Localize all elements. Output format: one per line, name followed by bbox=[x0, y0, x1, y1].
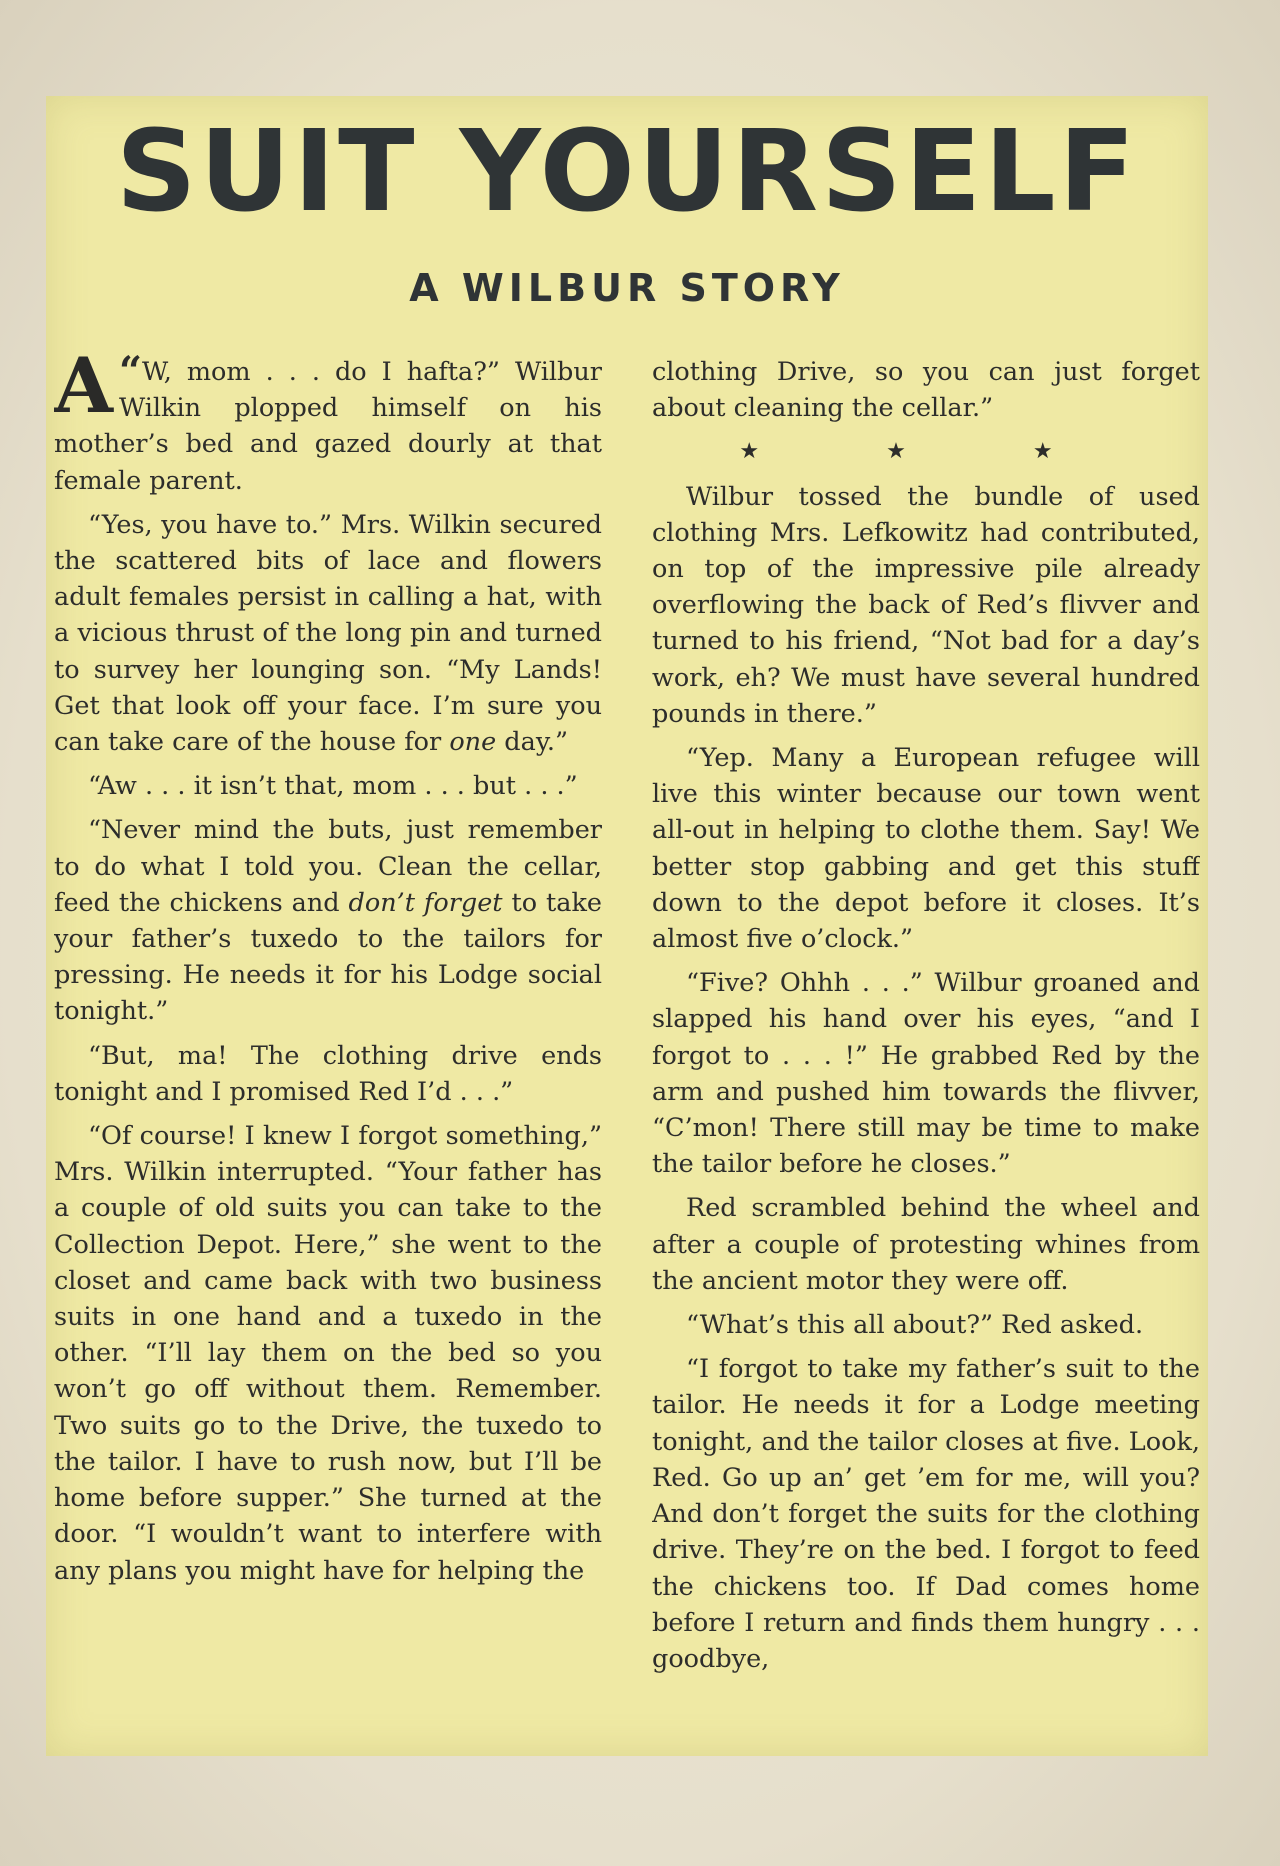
opening-quote-mark: “ bbox=[118, 354, 142, 395]
story-title: SUIT YOURSELF bbox=[115, 107, 1139, 237]
opening-text: W, mom . . . do I hafta?” Wilbur Wilkin plopped himself on his mother’s bed and gazed dourly at that female parent. bbox=[54, 357, 602, 496]
paragraph: Wilbur tossed the bundle of used clothing Mrs. Lefkowitz had contributed, on top of the impressive pile already overflowing the back of Red’s flivver and turned to his friend, “Not bad for a day’s work, eh? We must have several hundred pounds in there.” bbox=[652, 481, 1200, 729]
paragraph: “Yes, you have to.” Mrs. Wilkin secured the scattered bits of lace and flowers adult females persist in calling a hat, with a vicious thrust of the long pin and turned to survey her lounging son. “My Lands! Get that look off your face. I’m sure you can take care of the house for one day.” bbox=[54, 509, 602, 758]
continued-paragraph: clothing Drive, so you can just forget about cleaning the cellar.” bbox=[652, 357, 1200, 424]
paragraph: “What’s this all about?” Red asked. bbox=[686, 1310, 1144, 1341]
section-break-stars: ★ ★ ★ bbox=[739, 439, 1113, 465]
paragraph: “I forgot to take my father’s suit to the tailor. He needs it for a Lodge meeting tonight, and the tailor closes at five. Look, Red. Go up an’ get ’em for me, will you? And don’t forget the suits for the clothing drive. They’re on the bed. I forgot to feed the chickens too. If Dad comes home before I return and finds them hungry . . . goodbye, bbox=[652, 1354, 1200, 1674]
left-column bbox=[54, 354, 602, 1749]
paragraph: Red scrambled behind the wheel and after a couple of protesting whines from the ancient motor they were off. bbox=[652, 1193, 1200, 1296]
paragraph: “Of course! I knew I forgot something,” Mrs. Wilkin interrupted. “Your father has a couple of old suits you can take to the Collection Depot. Here,” she went to the closet and came back with two business suits in one hand and a tuxedo in the other. “I’ll lay them on the bed so you won’t go off without them. Remember. Two suits go to the Drive, the tuxedo to the tailor. I have to rush now, but I’ll be home before supper.” She turned at the door. “I wouldn’t want to interfere with any plans you might have for helping the bbox=[54, 1121, 602, 1586]
paragraph: “Five? Ohhh . . .” Wilbur groaned and slapped his hand over his eyes, “and I forgot to . . . !” He grabbed Red by the arm and pushed him towards the flivver, “C’mon! There still may be time to make the tailor before he closes.” bbox=[652, 968, 1200, 1180]
right-column bbox=[652, 354, 1200, 1749]
story-panel bbox=[46, 96, 1208, 1756]
paragraph: “Never mind the buts, just remember to do what I told you. Clean the cellar, feed the chickens and don’t forget to take your father’s tuxedo to the tailors for pressing. He needs it for his Lodge social tonight.” bbox=[54, 815, 602, 1027]
drop-cap-letter: A bbox=[54, 354, 113, 430]
paragraph: “But, ma! The clothing drive ends tonight and I promised Red I’d . . .” bbox=[54, 1040, 602, 1107]
paragraph: “Yep. Many a European refugee will live this winter because our town went all-out in helping to clothe them. Say! We better stop gabbing and get this stuff down to the depot before it closes. It’s almost five o’clock.” bbox=[652, 743, 1200, 955]
story-subtitle: A WILBUR STORY bbox=[409, 266, 845, 310]
paragraph: “Aw . . . it isn’t that, mom . . . but . . .” bbox=[88, 771, 578, 802]
opening-paragraph bbox=[54, 354, 602, 499]
